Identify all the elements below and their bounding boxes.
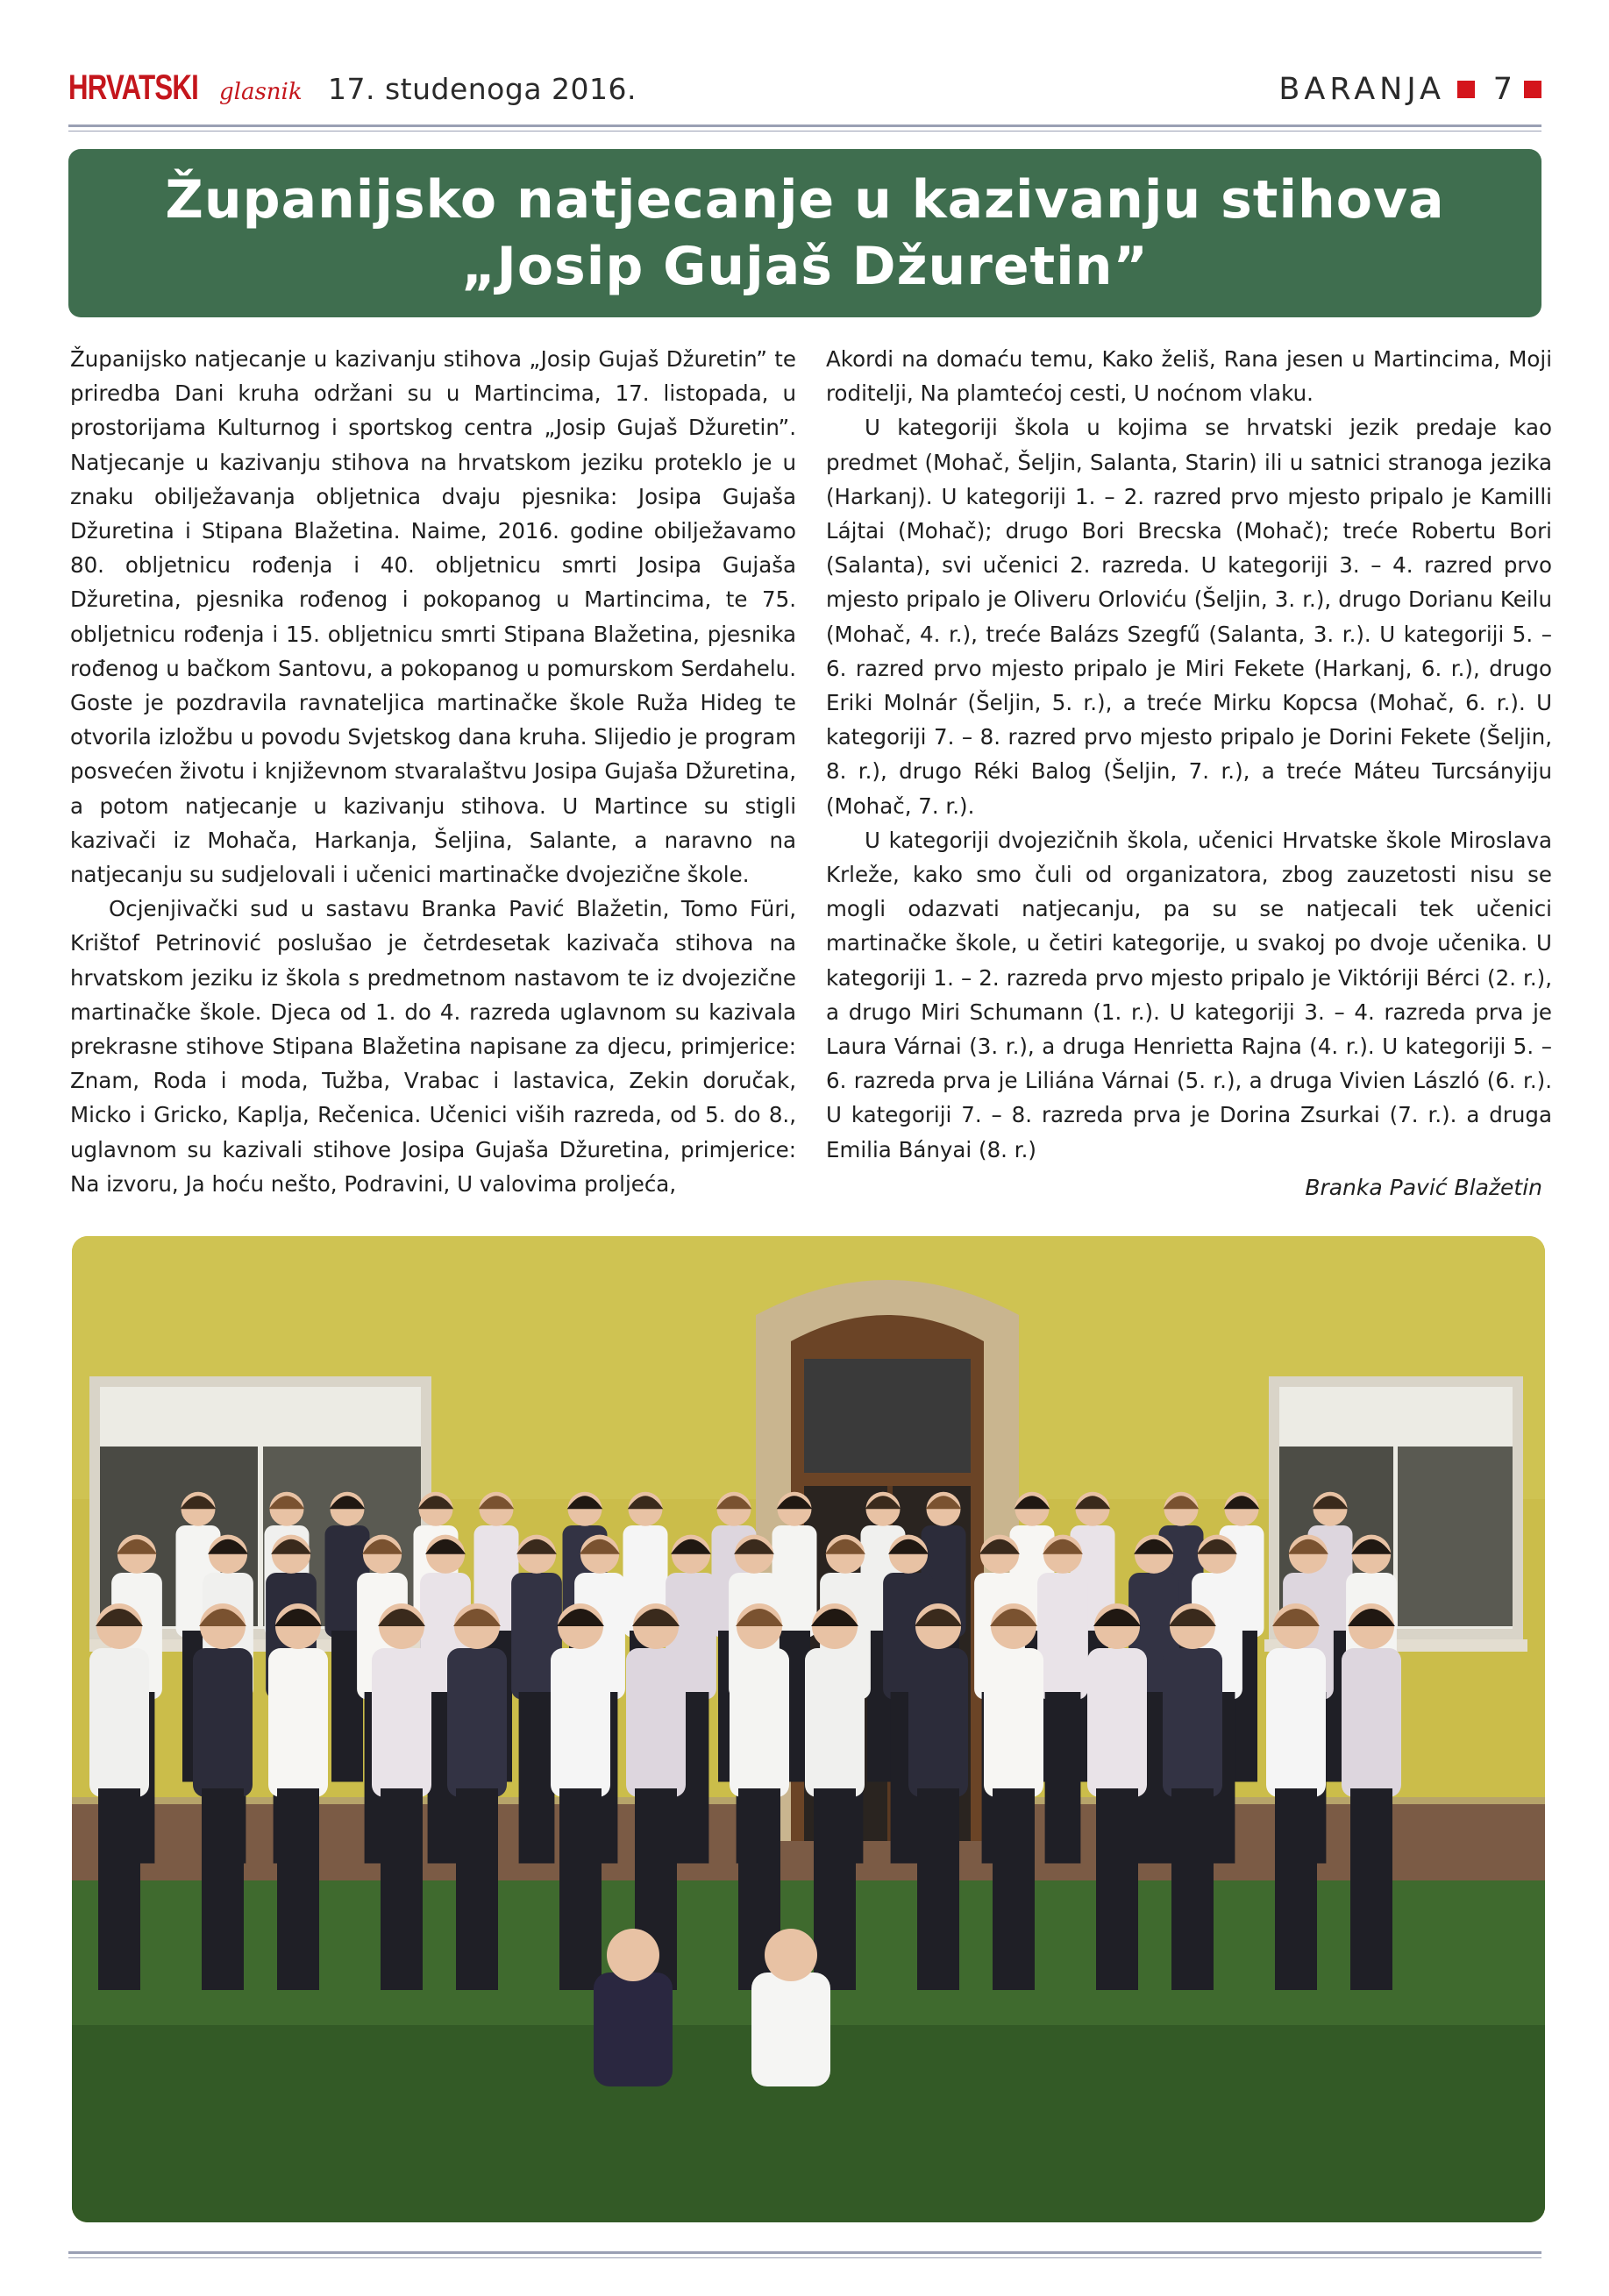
student-figure [551,1648,610,1797]
student-figure [730,1648,789,1797]
footer-rule-thin [68,2257,1541,2258]
student-legs [519,1692,555,1864]
section-label: BARANJA [1278,72,1445,107]
student-legs [277,1788,319,1990]
article-column-left [70,342,796,1201]
article-paragraph: U kategoriji škola u kojima se hrvatski jezik predaje kao predmet (Mohač, Šeljin, Salanta, Starin) ili u satnici stranoga jezika (Harkanj). U kategoriji 1. – 2. razred prvo mjesto pripalo je Kamilli Lájtai (Mohač); drugo Bori Brecska (Mohač); treće Robertu Bori (Salanta), svi učenici 2. razreda. U kategoriji 3. – 4. razred prvo mjesto pripalo je Oliveru Orloviću (Šeljin, 3. r.), drugo Dorianu Keilu (Mohač, 4. r.), treće Balázs Szegfű (Salanta, 3. r.). U kategoriji 5. – 6. razred prvo mjesto pripalo je Miri Fekete (Harkanj, 6. r.), drugo Eriki Molnár (Šeljin, 5. r.), a treće Mirku Kopcsa (Mohač, 6. r.). U kategoriji 7. – 8. razred prvo mjesto pripalo je Dorini Fekete (Šeljin, 8. r.), drugo Réki Balog (Šeljin, 7. r.), a treće Máteu Turcsányiju (Mohač, 7. r.). [826,415,1552,819]
student-legs [98,1788,140,1990]
student-figure [1037,1573,1088,1700]
student-figure [805,1648,865,1797]
student-figure [89,1648,149,1797]
article-column-right [826,342,1552,1167]
student-legs [1045,1692,1081,1864]
student-legs [993,1788,1035,1990]
student-legs [1275,1788,1317,1990]
student-figure [626,1648,686,1797]
page-header [68,61,1541,114]
student-figure [751,1973,830,2086]
masthead-brand: HRVATSKI [68,68,199,107]
student-legs [814,1788,856,1990]
article-title-line-1: Županijsko natjecanje u kazivanju stihova [165,169,1445,231]
article-author: Branka Pavić Blažetin [1305,1175,1542,1200]
student-head [607,1929,659,1981]
student-legs [1171,1788,1214,1990]
article-paragraph: U kategoriji dvojezičnih škola, učenici Hrvatske škole Miroslava Krleže, kako smo čuli od organizatora, zbog zauzetosti nisu se mogli odazvati natjecanju, pa su se natjecali tek učenici martinačke škole, u četiri kategorije, u svakoj po dvoje učenika. U kategoriji 1. – 2. razreda prvo mjesto pripalo je Viktóriji Bérci (2. r.), a drugo Miri Schumann (1. r.). U kategoriji 3. – 4. razreda prva je Laura Várnai (3. r.), a druga Henrietta Rajna (4. r.). U kategoriji 5. – 6. razreda prva je Liliána Várnai (5. r.), a druga Vivien László (6. r.). U kategoriji 7. – 8. razreda prva je Dorina Zsurkai (7. r.). a druga Emilia Bányai (8. r.) [826,827,1552,1162]
header-rule [68,124,1541,127]
student-figure [447,1648,507,1797]
student-legs [917,1788,959,1990]
student-figure [1163,1648,1222,1797]
article-paragraph: Županijsko natjecanje u kazivanju stihova „Josip Gujaš Džuretin” te priredba Dani kruha održani su u Martincima, 17. listopada, u prostorijama Kulturnog i sportskog centra „Josip Gujaš Džuretin”. Natjecanje u kazivanju stihova na hrvatskom jeziku proteklo je u znaku obilježavanja obljetnica dvaju pjesnika: Josipa Gujaša Džuretina i Stipana Blažetina. Naime, 2016. godine obilježavamo 80. obljetnicu rođenja i 40. obljetnicu smrti Josipa Gujaša Džuretina, pjesnika rođenog i pokopanog u Martincima, te 75. obljetnicu rođenja i 15. obljetnicu smrti Stipana Blažetina, pjesnika rođenog u bačkom Santovu, a pokopanog u pomurskom Serdahelu. Goste je pozdravila ravnateljica martinačke škole Ruža Hideg te otvorila izložbu u povodu Svjetskog dana kruha. Slijedio je program posvećen životu i književnom stvaralaštvu Josipa Gujaša Džuretina, a potom natjecanje u kazivanju stihova. U Martince su stigli kazivači iz Mohača, Harkanja, Šeljina, Salante, a naravno na natjecanju su sudjelovali i učenici martinačke dvojezične škole. [70,346,796,888]
student-legs [1096,1788,1138,1990]
student-legs [559,1788,602,1990]
article-paragraph: Ocjenjivački sud u sastavu Branka Pavić Blažetin, Tomo Füri, Krištof Petrinović poslušao je četrdesetak kazivača stihova na hrvatskom jeziku iz škola s predmetnom nastavom te iz dvojezične martinačke škole. Djeca od 1. do 4. razreda uglavnom su kazivala prekrasne stihove Stipana Blažetina napisane za djecu, primjerice: Znam, Roda i moda, Tužba, Vrabac i lastavica, Zekin doručak, Micko i Gricko, Kaplja, Rečenica. Učenici viših razreda, od 5. do 8., uglavnom su kazivali stihove Josipa Gujaša Džuretina, primjerice: Na izvoru, Ja hoću nešto, Podravini, U valovima proljeća, [70,896,796,1197]
group-photo [72,1236,1545,2222]
red-square-icon [1457,81,1475,98]
masthead-script: glasnik [219,79,303,105]
student-legs [456,1788,498,1990]
masthead-logo [68,68,303,108]
student-legs [381,1788,423,1990]
student-figure [594,1973,673,2086]
student-figure [372,1648,431,1797]
issue-date: 17. studenoga 2016. [328,72,637,106]
student-figure [1342,1648,1401,1797]
student-legs [202,1788,244,1990]
student-figure [1087,1648,1147,1797]
article-title-line-2: „Josip Gujaš Džuretin” [461,236,1149,297]
student-figure [908,1648,968,1797]
page-number: 7 [1492,72,1513,107]
student-figure [193,1648,253,1797]
student-legs [1350,1788,1392,1990]
group-photo-illustration [72,1236,1545,2222]
article-paragraph: Akordi na domaću temu, Kako želiš, Rana jesen u Martincima, Moji roditelji, Na plamtećoj cesti, U noćnom vlaku. [826,346,1552,407]
red-square-icon [1524,81,1541,98]
header-rule-thin [68,131,1541,132]
student-head [765,1929,817,1981]
student-figure [984,1648,1043,1797]
article-title-banner [68,149,1541,317]
footer-rule [68,2251,1541,2254]
student-figure [1266,1648,1326,1797]
student-figure [268,1648,328,1797]
